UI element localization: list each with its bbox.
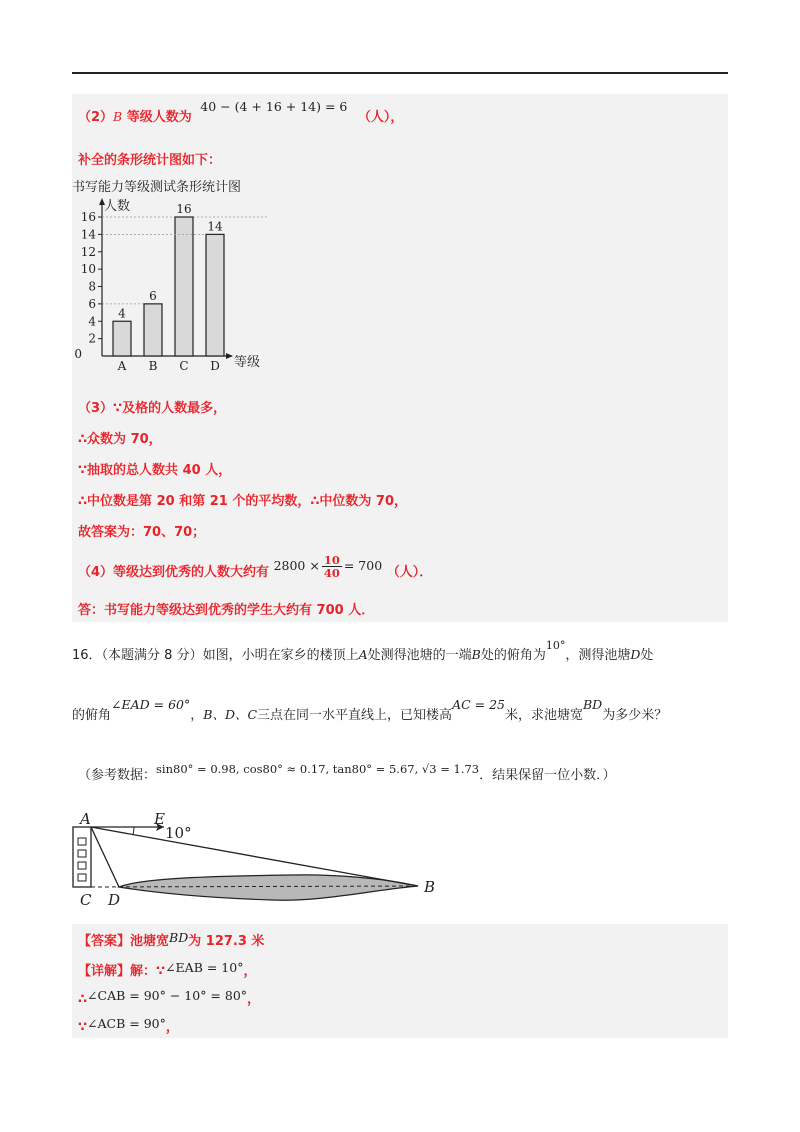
part3-line2: ∴众数为 70， [78,432,162,447]
bar-chart [72,176,268,374]
geometry-diagram [72,808,452,908]
bar-value-label: 4 [118,306,126,321]
y-tick-label: 16 [80,210,96,224]
part2-line: （2）B 等级人数为 40 − (4 + 16 + 14) = 6 （人）， [78,99,404,125]
q16-line2: 的俯角∠EAD = 60°，B、D、C三点在同一水平直线上，已知楼高AC = 25米，求池塘宽BD为多少米？ [72,697,668,723]
x-axis-label: 等级 [234,355,261,370]
detail-line1: 【详解】解：∵∠EAB = 10°， [78,960,257,979]
fraction-10-40: $\frac{10}{40}$ [323,553,340,580]
y-tick-label: 8 [88,279,96,294]
y-tick-label: 12 [80,244,96,259]
y-tick-label: 10 [80,262,96,277]
complete-chart-text: 补全的条形统计图如下： [78,153,222,168]
label-B: B [424,878,436,896]
label-E: E [154,810,165,828]
part3-line3: ∵抽取的总人数共 40 人， [78,463,232,478]
y-tick-label: 14 [80,227,96,242]
detail-line2: ∴∠CAB = 90° − 10° = 80°， [78,988,261,1007]
chart-title: 书写能力等级测试条形统计图 [72,180,242,195]
bar-D [206,234,224,356]
label-D: D [108,891,121,908]
x-tick-label: A [117,359,127,373]
q16-line1: 16．（本题满分 8 分）如图，小明在家乡的楼顶上A处测得池塘的一端B处的俯角为$^{10^\circ}$，测得池塘D处 [72,639,654,663]
bar-value-label: 6 [149,288,157,303]
answer16-line: 【答案】池塘宽BD为 127.3 米 [78,930,265,949]
part2-equation: 40 − (4 + 16 + 14) = 6 [200,99,348,114]
window [78,874,86,881]
bar-B [144,304,162,356]
bar-A [113,321,131,356]
header-rule [72,72,728,74]
detail-line3: ∵∠ACB = 90°， [78,1016,179,1035]
x-tick-label: B [148,359,158,373]
angle-arc [133,827,134,835]
part3-line1: （3）∵及格的人数最多， [78,401,227,416]
answer-line: 答：书写能力等级达到优秀的学生大约有 700 人． [78,603,375,618]
y-tick-label: 0 [74,347,82,361]
y-tick-label: 6 [88,296,96,311]
bar-C [175,217,193,356]
label-10deg: 10° [165,824,192,842]
pond [119,875,418,900]
y-tick-label: 4 [88,314,96,329]
q16-reference: （参考数据：sin80° = 0.98, cos80° ≈ 0.17, tan80° = 5.67, √3 = 1.73．结果保留一位小数．） [78,762,616,783]
bar-value-label: 16 [176,202,192,216]
window [78,850,86,857]
y-axis-label: 人数 [104,199,131,214]
label-C: C [80,891,92,908]
line-AD [91,827,119,887]
x-tick-label: D [210,359,220,373]
x-tick-label: C [179,359,189,373]
window [78,862,86,869]
label-A: A [80,810,91,828]
y-tick-label: 2 [88,331,96,346]
bar-value-label: 14 [207,219,223,234]
part4-line: （4）等级达到优秀的人数大约有 2800 × $\frac{10}{40}$ = 700 （人）． [78,553,433,580]
part3-line5: 故答案为：70、70； [78,525,206,540]
window [78,838,86,845]
part3-line4: ∴中位数是第 20 和第 21 个的平均数，∴中位数为 70， [78,494,407,509]
